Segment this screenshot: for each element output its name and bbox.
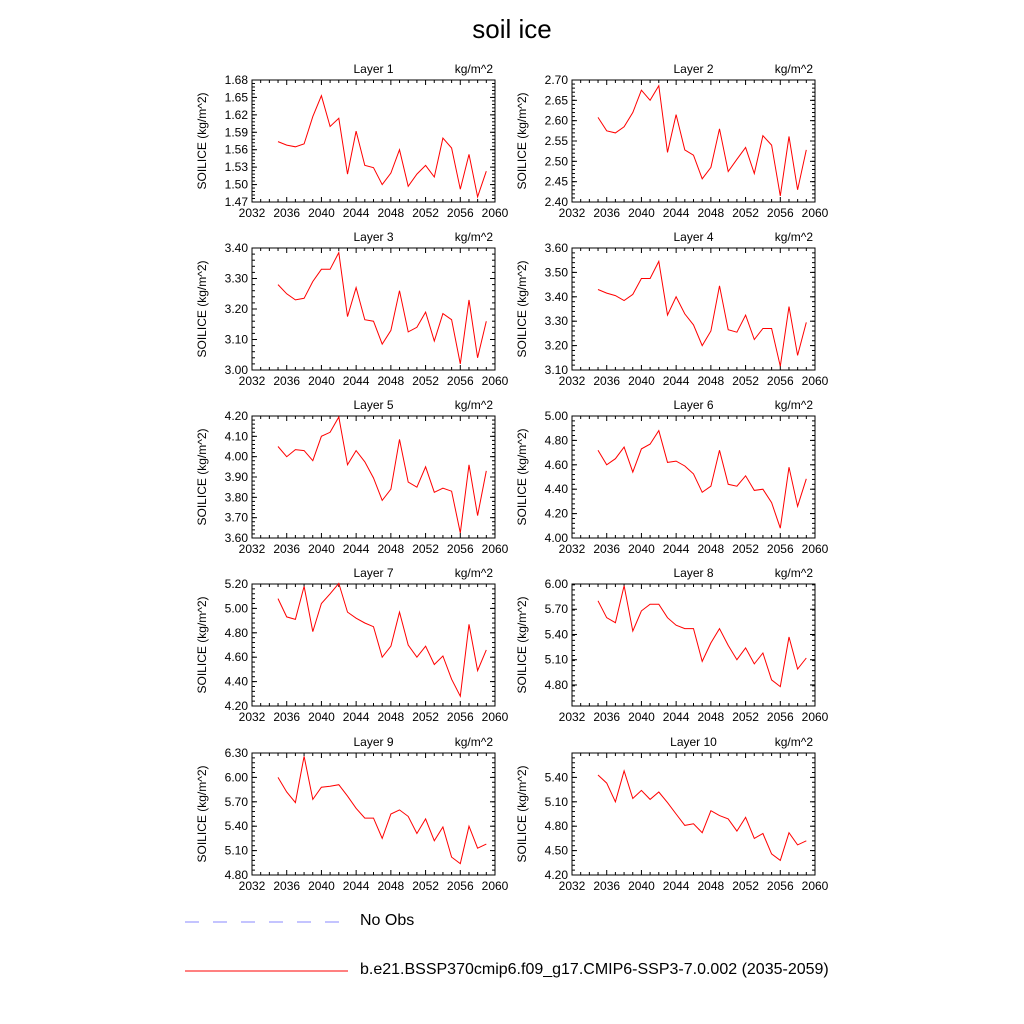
x-tick-label: 2048 [377, 710, 405, 724]
y-tick-label: 1.68 [224, 73, 248, 87]
x-tick-label: 2056 [766, 374, 794, 388]
x-tick-label: 2060 [801, 374, 829, 388]
x-tick-label: 2036 [593, 206, 621, 220]
y-tick-label: 3.30 [224, 271, 248, 286]
x-tick-label: 2056 [766, 879, 794, 893]
plot-frame [252, 248, 495, 370]
x-tick-label: 2060 [801, 710, 829, 724]
x-tick-label: 2056 [446, 374, 474, 388]
x-tick-label: 2052 [412, 710, 439, 724]
x-tick-label: 2036 [273, 542, 301, 556]
panel-title: Layer 10 [670, 735, 717, 749]
y-tick-label: 3.60 [224, 531, 248, 545]
chart-panel-7 [195, 566, 509, 724]
y-tick-label: 4.20 [224, 699, 248, 713]
series-line [598, 586, 806, 687]
y-tick-label: 2.50 [544, 154, 568, 169]
panel-units: kg/m^2 [774, 62, 813, 76]
x-tick-label: 2056 [766, 542, 794, 556]
x-tick-label: 2052 [732, 206, 759, 220]
x-tick-label: 2052 [732, 879, 759, 893]
plot-frame [252, 584, 495, 706]
y-tick-label: 3.40 [224, 241, 248, 255]
y-tick-label: 3.60 [544, 241, 568, 255]
x-tick-label: 2032 [558, 879, 586, 893]
y-tick-label: 5.00 [224, 601, 248, 616]
x-tick-label: 2060 [481, 879, 509, 893]
x-tick-label: 2044 [342, 879, 370, 893]
panel-units: kg/m^2 [454, 62, 493, 76]
legend-label-model-run: b.e21.BSSP370cmip6.f09_g17.CMIP6-SSP3-7.0.002 (2035-2059) [360, 961, 829, 978]
legend-label-no-obs: No Obs [360, 912, 415, 929]
x-tick-label: 2036 [273, 879, 301, 893]
y-tick-label: 5.40 [544, 770, 568, 785]
y-tick-label: 5.40 [544, 627, 568, 642]
plot-frame [572, 753, 815, 875]
y-tick-label: 3.20 [224, 302, 248, 316]
x-tick-label: 2048 [377, 206, 405, 220]
y-tick-label: 4.40 [224, 674, 248, 689]
y-tick-label: 3.40 [544, 289, 568, 304]
panel-units: kg/m^2 [774, 230, 813, 244]
series-line [598, 431, 806, 529]
x-tick-label: 2052 [732, 710, 759, 724]
x-tick-label: 2056 [446, 542, 474, 556]
y-tick-label: 4.00 [224, 449, 248, 464]
series-line [278, 96, 486, 197]
x-tick-label: 2040 [308, 374, 335, 388]
chart-panel-6 [515, 398, 829, 556]
panel-title: Layer 7 [353, 566, 394, 580]
series-line [598, 771, 806, 861]
x-tick-label: 2040 [308, 710, 335, 724]
panel-units: kg/m^2 [774, 735, 813, 749]
x-tick-label: 2048 [697, 374, 725, 388]
x-tick-label: 2060 [481, 206, 509, 220]
x-tick-label: 2036 [593, 542, 621, 556]
y-tick-label: 5.70 [544, 602, 568, 617]
x-tick-label: 2048 [377, 374, 405, 388]
y-tick-label: 4.80 [224, 868, 248, 882]
x-tick-label: 2052 [412, 206, 439, 220]
panel-units: kg/m^2 [774, 398, 813, 412]
x-tick-label: 2044 [342, 542, 370, 556]
panel-title: Layer 6 [673, 398, 714, 412]
y-tick-label: 1.50 [224, 177, 248, 192]
y-tick-label: 2.60 [544, 113, 568, 128]
x-tick-label: 2056 [766, 710, 794, 724]
x-tick-label: 2056 [766, 206, 794, 220]
x-tick-label: 2052 [732, 542, 759, 556]
y-tick-label: 5.20 [224, 577, 248, 591]
series-line [278, 253, 486, 364]
y-tick-label: 2.65 [544, 93, 568, 108]
panel-units: kg/m^2 [774, 566, 813, 580]
y-axis-label: SOILICE (kg/m^2) [195, 260, 209, 358]
x-tick-label: 2044 [662, 374, 690, 388]
x-tick-label: 2036 [273, 374, 301, 388]
x-tick-label: 2040 [628, 542, 655, 556]
x-tick-label: 2060 [481, 542, 509, 556]
y-tick-label: 5.10 [544, 652, 568, 667]
x-tick-label: 2032 [238, 542, 266, 556]
panel-title: Layer 9 [353, 735, 394, 749]
y-tick-label: 2.40 [544, 195, 568, 209]
y-tick-label: 3.50 [544, 265, 568, 280]
y-axis-label: SOILICE (kg/m^2) [195, 92, 209, 190]
x-tick-label: 2048 [697, 879, 725, 893]
y-axis-label: SOILICE (kg/m^2) [515, 428, 529, 526]
x-tick-label: 2040 [308, 879, 335, 893]
plot-frame [572, 248, 815, 370]
y-tick-label: 1.59 [224, 125, 248, 140]
y-tick-label: 1.62 [224, 107, 248, 122]
series-line [278, 756, 486, 863]
x-tick-label: 2032 [558, 206, 586, 220]
x-tick-label: 2060 [801, 542, 829, 556]
panel-title: Layer 5 [353, 398, 394, 412]
series-line [598, 86, 806, 196]
y-tick-label: 1.56 [224, 142, 248, 157]
x-tick-label: 2040 [628, 879, 655, 893]
y-tick-label: 2.55 [544, 134, 568, 148]
x-tick-label: 2040 [308, 542, 335, 556]
x-tick-label: 2040 [628, 710, 655, 724]
y-tick-label: 5.40 [224, 819, 248, 834]
y-tick-label: 6.00 [224, 770, 248, 785]
y-axis-label: SOILICE (kg/m^2) [195, 428, 209, 526]
x-tick-label: 2060 [801, 879, 829, 893]
y-tick-label: 6.00 [544, 577, 568, 591]
chart-panel-2 [515, 62, 829, 220]
y-tick-label: 4.60 [224, 650, 248, 665]
x-tick-label: 2044 [342, 374, 370, 388]
y-tick-label: 4.60 [544, 457, 568, 472]
x-tick-label: 2048 [697, 542, 725, 556]
y-tick-label: 4.80 [544, 677, 568, 692]
y-tick-label: 3.80 [224, 490, 248, 505]
panel-title: Layer 4 [673, 230, 714, 244]
y-tick-label: 1.65 [224, 90, 248, 105]
y-axis-label: SOILICE (kg/m^2) [195, 596, 209, 694]
y-axis-label: SOILICE (kg/m^2) [515, 596, 529, 694]
y-axis-label: SOILICE (kg/m^2) [195, 765, 209, 863]
x-tick-label: 2036 [593, 710, 621, 724]
y-tick-label: 4.20 [544, 506, 568, 521]
chart-panel-5 [195, 398, 509, 556]
chart-panel-4 [515, 230, 829, 388]
x-tick-label: 2032 [558, 542, 586, 556]
y-tick-label: 4.80 [544, 433, 568, 448]
y-tick-label: 4.20 [224, 409, 248, 423]
panel-title: Layer 1 [353, 62, 394, 76]
x-tick-label: 2040 [628, 374, 655, 388]
x-tick-label: 2052 [412, 879, 439, 893]
y-tick-label: 1.47 [224, 195, 248, 209]
x-tick-label: 2032 [238, 374, 266, 388]
y-tick-label: 4.50 [544, 843, 568, 858]
y-tick-label: 3.10 [544, 363, 568, 377]
y-tick-label: 4.80 [224, 625, 248, 640]
panel-units: kg/m^2 [454, 566, 493, 580]
panel-units: kg/m^2 [454, 230, 493, 244]
panel-title: Layer 2 [673, 62, 714, 76]
y-tick-label: 2.45 [544, 174, 568, 189]
x-tick-label: 2036 [593, 879, 621, 893]
plot-frame [572, 584, 815, 706]
x-tick-label: 2060 [801, 206, 829, 220]
x-tick-label: 2048 [377, 879, 405, 893]
page-title: soil ice [472, 14, 552, 44]
x-tick-label: 2032 [238, 879, 266, 893]
x-tick-label: 2032 [558, 710, 586, 724]
x-tick-label: 2036 [273, 710, 301, 724]
panel-units: kg/m^2 [454, 735, 493, 749]
x-tick-label: 2048 [697, 710, 725, 724]
x-tick-label: 2044 [662, 710, 690, 724]
x-tick-label: 2044 [342, 206, 370, 220]
x-tick-label: 2032 [238, 710, 266, 724]
x-tick-label: 2052 [412, 374, 439, 388]
y-tick-label: 3.30 [544, 314, 568, 329]
x-tick-label: 2044 [662, 542, 690, 556]
y-tick-label: 3.00 [224, 363, 248, 377]
x-tick-label: 2040 [308, 206, 335, 220]
y-tick-label: 3.90 [224, 470, 248, 484]
x-tick-label: 2048 [377, 542, 405, 556]
chart-panel-1 [195, 62, 509, 220]
x-tick-label: 2036 [593, 374, 621, 388]
y-tick-label: 4.20 [544, 868, 568, 882]
x-tick-label: 2056 [446, 879, 474, 893]
chart-panel-9 [195, 735, 509, 893]
series-line [278, 583, 486, 696]
x-tick-label: 2056 [446, 710, 474, 724]
panel-title: Layer 3 [353, 230, 394, 244]
y-tick-label: 3.10 [224, 332, 248, 347]
y-axis-label: SOILICE (kg/m^2) [515, 92, 529, 190]
x-tick-label: 2032 [558, 374, 586, 388]
x-tick-label: 2032 [238, 206, 266, 220]
series-line [598, 261, 806, 366]
x-tick-label: 2044 [342, 710, 370, 724]
x-tick-label: 2048 [697, 206, 725, 220]
chart-panel-8 [515, 566, 829, 724]
plot-frame [252, 753, 495, 875]
panel-units: kg/m^2 [454, 398, 493, 412]
x-tick-label: 2036 [273, 206, 301, 220]
x-tick-label: 2044 [662, 206, 690, 220]
y-axis-label: SOILICE (kg/m^2) [515, 260, 529, 358]
y-tick-label: 5.10 [224, 843, 248, 858]
x-tick-label: 2056 [446, 206, 474, 220]
y-tick-label: 4.40 [544, 482, 568, 497]
x-tick-label: 2052 [412, 542, 439, 556]
y-axis-label: SOILICE (kg/m^2) [515, 765, 529, 863]
y-tick-label: 6.30 [224, 746, 248, 760]
y-tick-label: 3.70 [224, 510, 248, 525]
plot-frame [572, 416, 815, 538]
y-tick-label: 3.20 [544, 338, 568, 353]
y-tick-label: 5.00 [544, 409, 568, 423]
y-tick-label: 5.70 [224, 794, 248, 809]
series-line [278, 417, 486, 533]
x-tick-label: 2052 [732, 374, 759, 388]
panel-title: Layer 8 [673, 566, 714, 580]
chart-panel-10 [515, 735, 829, 893]
y-tick-label: 4.00 [544, 531, 568, 545]
y-tick-label: 1.53 [224, 160, 248, 175]
x-tick-label: 2060 [481, 374, 509, 388]
chart-panel-3 [195, 230, 509, 388]
x-tick-label: 2060 [481, 710, 509, 724]
y-tick-label: 4.80 [544, 819, 568, 834]
x-tick-label: 2040 [628, 206, 655, 220]
x-tick-label: 2044 [662, 879, 690, 893]
y-tick-label: 2.70 [544, 73, 568, 87]
y-tick-label: 5.10 [544, 794, 568, 809]
plot-frame [252, 80, 495, 202]
y-tick-label: 4.10 [224, 429, 248, 444]
